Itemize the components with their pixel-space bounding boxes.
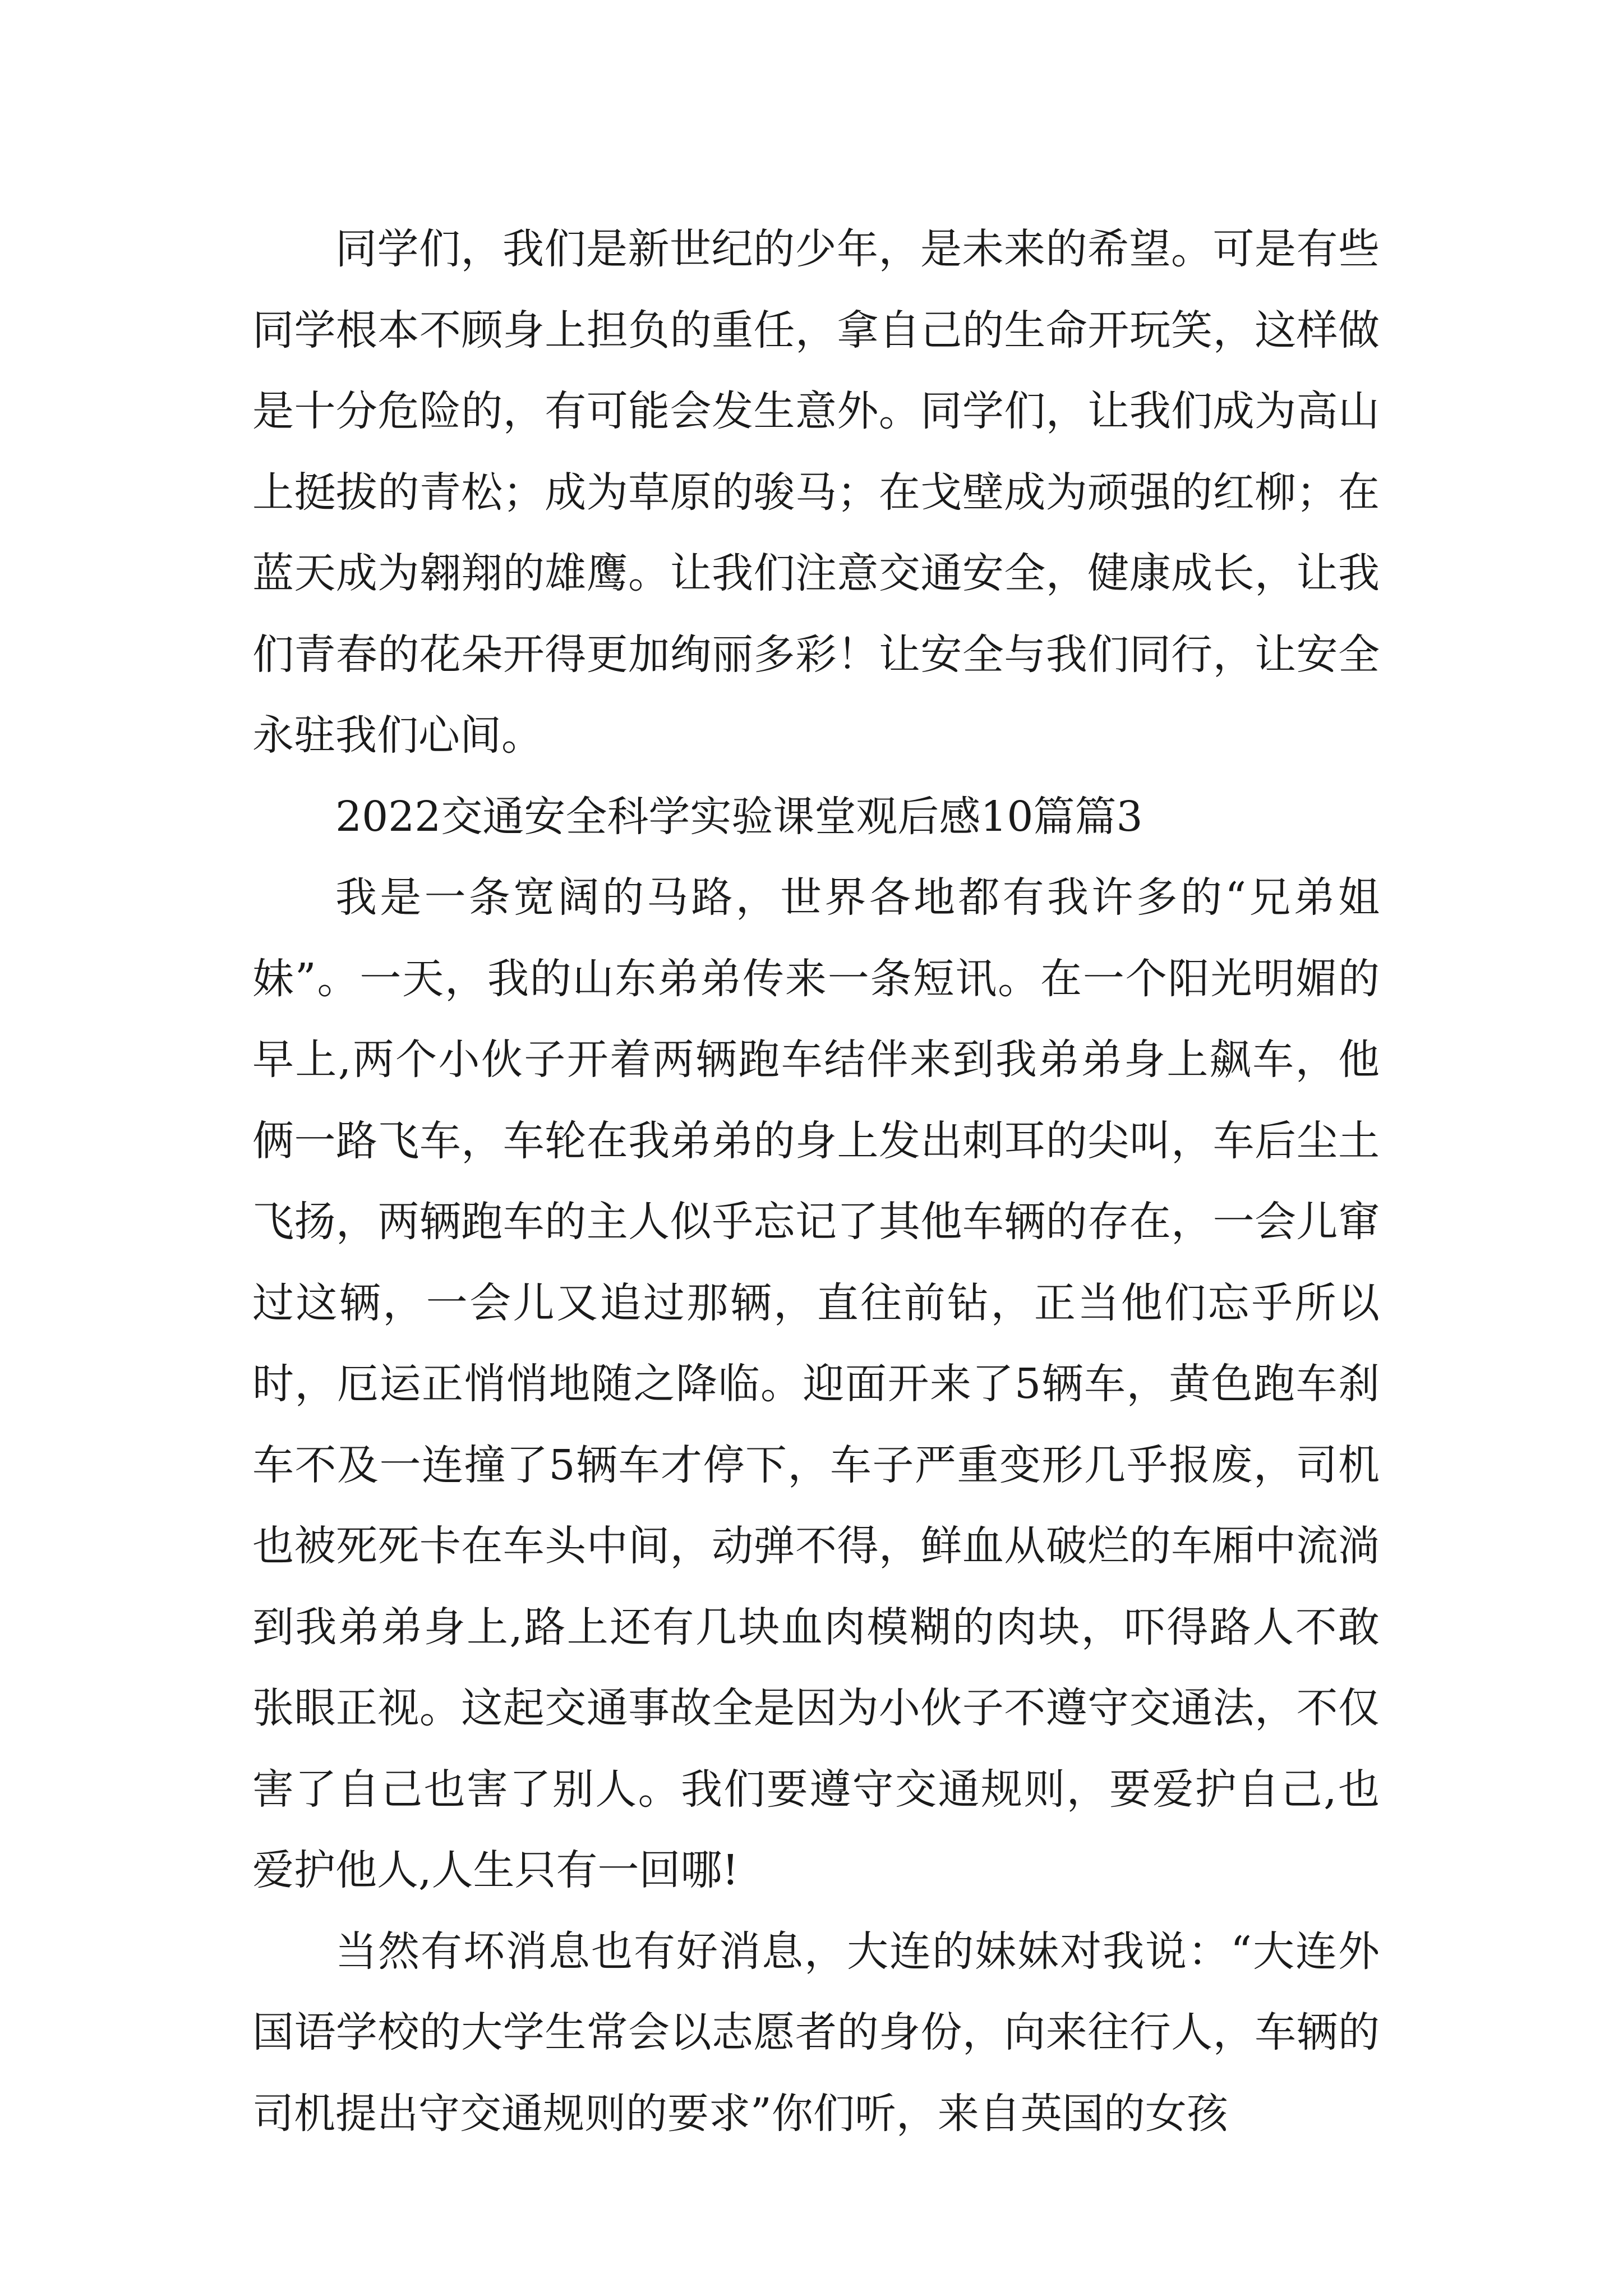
- section-heading: 2022交通安全科学实验课堂观后感10篇篇3: [335, 792, 1143, 841]
- paragraph-safety-appeal: 同学们，我们是新世纪的少年，是未来的希望。可是有些同学根本不顾身上担负的重任，拿自己的生命开玩笑，这样做是十分危险的，有可能会发生意外。同学们，让我们成为高山上挺拔的青松；成为草原的骏马；在戈壁成为顽强的红柳；在蓝天成为翱翔的雄鹰。让我们注意交通安全，健康成长，让我们青春的花朵开得更加绚丽多彩！让安全与我们同行，让安全永驻我们心间。: [252, 225, 1380, 760]
- paragraph-good-news: 当然有坏消息也有好消息，大连的妹妹对我说：“大连外国语学校的大学生常会以志愿者的身份，向来往行人，车辆的司机提出守交通规则的要求”你们听，来自英国的女孩: [252, 1927, 1380, 2138]
- paragraph-road-story: 我是一条宽阔的马路，世界各地都有我许多的“兄弟姐妹”。一天，我的山东弟弟传来一条短讯。在一个阳光明媚的早上,两个小伙子开着两辆跑车结伴来到我弟弟身上飙车，他俩一路飞车，车轮在我弟弟的身上发出刺耳的尖叫，车后尘土飞扬，两辆跑车的主人似乎忘记了其他车辆的存在，一会儿窜过这辆，一会儿又追过那辆，直往前钻，正当他们忘乎所以时，厄运正悄悄地随之降临。迎面开来了5辆车，黄色跑车刹车不及一连撞了5辆车才停下，车子严重变形几乎报废，司机也被死死卡在车头中间，动弹不得，鲜血从破烂的车厢中流淌到我弟弟身上,路上还有几块血肉模糊的肉块，吓得路人不敢张眼正视。这起交通事故全是因为小伙子不遵守交通法，不仅害了自己也害了别人。我们要遵守交通规则，要爱护自己,也爱护他人,人生只有一回哪!: [252, 873, 1380, 1894]
- document-body: [252, 209, 1380, 2154]
